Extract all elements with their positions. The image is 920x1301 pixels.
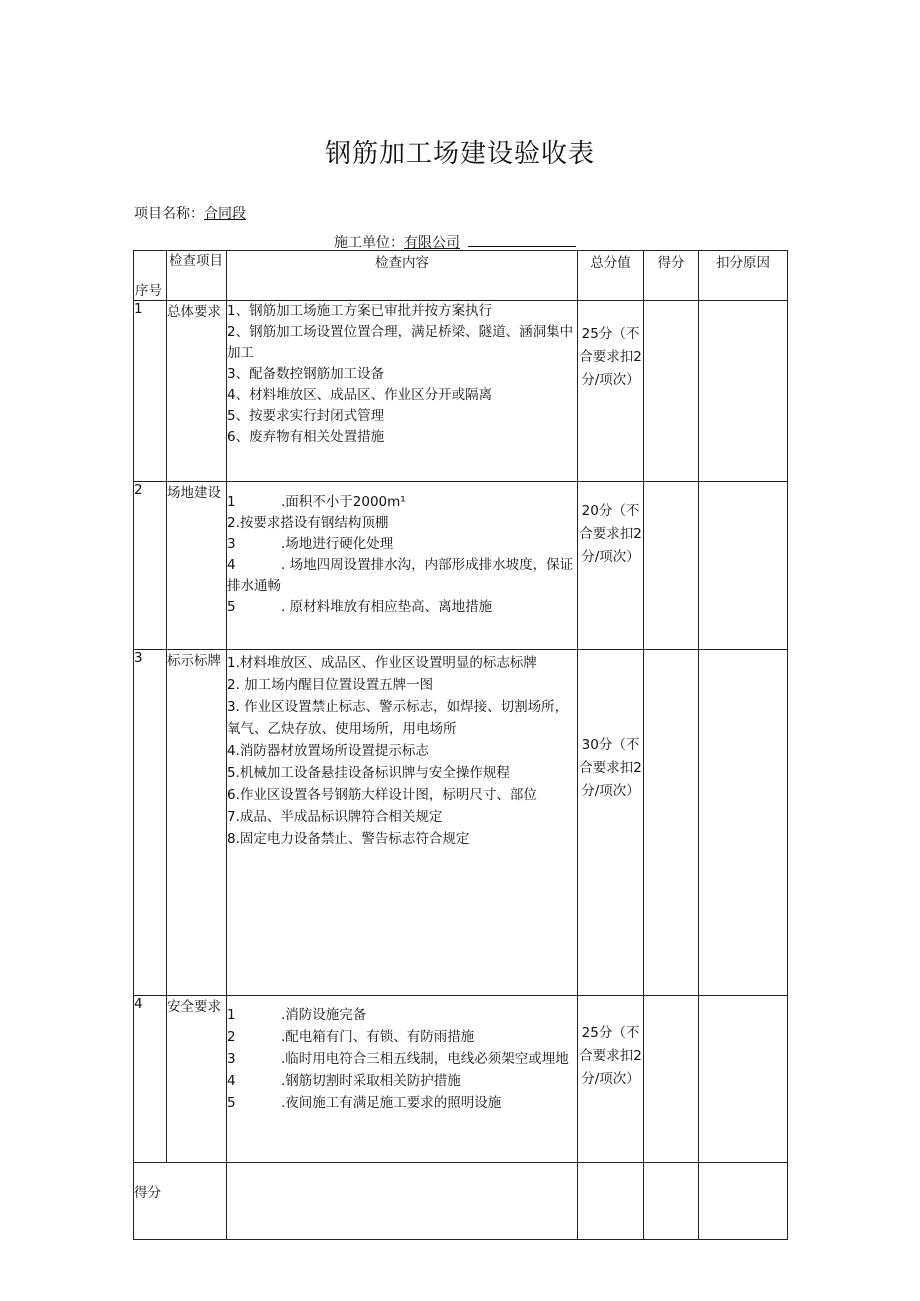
footer-total[interactable] bbox=[578, 1163, 644, 1240]
content-line: 3 .场地进行硬化处理 bbox=[227, 536, 394, 552]
row-seq: 4 bbox=[134, 996, 167, 1163]
row-reason[interactable] bbox=[699, 482, 788, 650]
content-line: 1、钢筋加工场施工方案已审批并按方案执行 bbox=[227, 303, 493, 319]
content-line: 4 .钢筋切割时采取相关防护措施 bbox=[227, 1073, 461, 1089]
content-line: 7.成品、半成品标识牌符合相关规定 bbox=[227, 809, 443, 825]
footer-reason[interactable] bbox=[699, 1163, 788, 1240]
table-footer-row bbox=[134, 1163, 788, 1240]
table-row bbox=[134, 482, 788, 650]
row-seq: 2 bbox=[134, 482, 167, 650]
project-name bbox=[134, 203, 246, 223]
content-line: 5.机械加工设备悬挂设备标识牌与安全操作规程 bbox=[227, 765, 510, 781]
row-total: 25分（不合要求扣2分/项次） bbox=[578, 996, 644, 1163]
content-line: 4 . 场地四周设置排水沟，内部形成排水坡度，保证排水通畅 bbox=[227, 557, 574, 594]
header-content: 检查内容 bbox=[227, 251, 578, 301]
content-line: 4、材料堆放区、成品区、作业区分开或隔离 bbox=[227, 387, 493, 403]
content-line: 5 . 原材料堆放有相应垫高、离地措施 bbox=[227, 599, 493, 615]
row-item: 场地建设 bbox=[167, 482, 227, 650]
content-line: 3. 作业区设置禁止标志、警示标志，如焊接、切割场所，氧气、乙炔存放、使用场所，用电场所 bbox=[227, 699, 569, 737]
project-name-value: 合同段 bbox=[204, 206, 246, 222]
row-total: 25分（不合要求扣2分/项次） bbox=[578, 301, 644, 482]
construction-unit-value: 有限公司 bbox=[404, 235, 460, 251]
content-line: 2、钢筋加工场设置位置合理，满足桥梁、隧道、涵洞集中加工 bbox=[227, 324, 574, 361]
row-content bbox=[227, 482, 578, 650]
content-line: 5、按要求实行封闭式管理 bbox=[227, 408, 385, 424]
content-line: 2. 加工场内醒目位置设置五牌一图 bbox=[227, 677, 434, 693]
content-line: 6、废弃物有相关处置措施 bbox=[227, 429, 385, 445]
table-header-row bbox=[134, 251, 788, 301]
header-score: 得分 bbox=[644, 251, 699, 301]
row-content bbox=[227, 650, 578, 996]
content-line: 1 .消防设施完备 bbox=[227, 1007, 367, 1023]
row-total: 20分（不合要求扣2分/项次） bbox=[578, 482, 644, 650]
footer-content bbox=[227, 1163, 578, 1240]
footer-score-label: 得分 bbox=[134, 1163, 227, 1240]
content-line: 4.消防器材放置场所设置提示标志 bbox=[227, 743, 429, 759]
row-seq: 3 bbox=[134, 650, 167, 996]
content-line: 3 .临时用电符合三相五线制，电线必须架空或埋地 bbox=[227, 1051, 569, 1067]
construction-unit bbox=[334, 232, 576, 252]
row-item: 总体要求 bbox=[167, 301, 227, 482]
row-content bbox=[227, 301, 578, 482]
row-item: 安全要求 bbox=[167, 996, 227, 1163]
row-total: 30分（不合要求扣2分/项次） bbox=[578, 650, 644, 996]
row-reason[interactable] bbox=[699, 301, 788, 482]
page-title: 钢筋加工场建设验收表 bbox=[324, 139, 595, 169]
footer-score[interactable] bbox=[644, 1163, 699, 1240]
header-reason: 扣分原因 bbox=[699, 251, 788, 301]
row-content bbox=[227, 996, 578, 1163]
project-name-label: 项目名称： bbox=[134, 206, 204, 222]
table-row bbox=[134, 996, 788, 1163]
row-seq: 1 bbox=[134, 301, 167, 482]
content-line: 5 .夜间施工有满足施工要求的照明设施 bbox=[227, 1095, 502, 1111]
content-line: 3、配备数控钢筋加工设备 bbox=[227, 366, 385, 382]
header-seq: 序号 bbox=[134, 251, 167, 301]
row-score[interactable] bbox=[644, 482, 699, 650]
row-item: 标示标牌 bbox=[167, 650, 227, 996]
row-score[interactable] bbox=[644, 301, 699, 482]
content-line: 1.材料堆放区、成品区、作业区设置明显的标志标牌 bbox=[227, 655, 537, 671]
header-total: 总分值 bbox=[578, 251, 644, 301]
content-line: 2.按要求搭设有钢结构顶棚 bbox=[227, 515, 389, 531]
content-line: 6.作业区设置各号钢筋大样设计图，标明尺寸、部位 bbox=[227, 787, 537, 803]
content-line: 2 .配电箱有门、有锁、有防雨措施 bbox=[227, 1029, 475, 1045]
inspection-table bbox=[133, 250, 788, 1240]
construction-unit-blank-line bbox=[468, 233, 576, 247]
content-line: 8.固定电力设备禁止、警告标志符合规定 bbox=[227, 831, 470, 847]
construction-unit-label: 施工单位： bbox=[334, 235, 404, 251]
row-score[interactable] bbox=[644, 650, 699, 996]
header-item: 检查项目 bbox=[167, 251, 227, 301]
content-line: 1 .面积不小于2000m¹ bbox=[227, 494, 406, 510]
table-row bbox=[134, 301, 788, 482]
table-row bbox=[134, 650, 788, 996]
row-reason[interactable] bbox=[699, 650, 788, 996]
row-score[interactable] bbox=[644, 996, 699, 1163]
row-reason[interactable] bbox=[699, 996, 788, 1163]
